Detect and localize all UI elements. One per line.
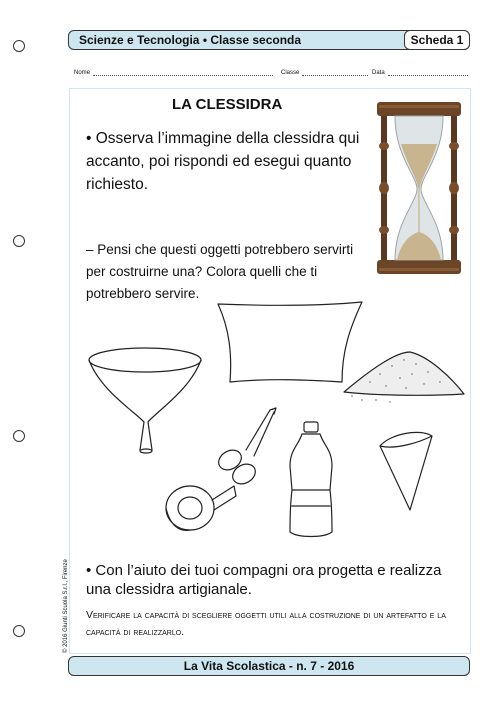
date-field xyxy=(372,69,468,76)
name-label: Nome xyxy=(74,70,91,76)
tape-roll-drawing xyxy=(166,486,236,530)
scissors-drawing xyxy=(215,408,276,488)
copyright-notice: © 2016 Giunti Scuola S.r.l., Firenze xyxy=(63,559,69,653)
worksheet-title: LA CLESSIDRA xyxy=(172,96,283,113)
student-fields xyxy=(74,69,472,81)
sand-pile-drawing xyxy=(344,352,464,403)
hourglass-photo xyxy=(373,96,465,282)
header-bar xyxy=(68,30,470,50)
instruction-build: • Con l’aiuto dei tuoi compagni ora progetta e realizza una clessidra artigianale. xyxy=(86,562,442,598)
paper-sheet-drawing xyxy=(218,302,362,382)
date-line xyxy=(388,69,468,76)
objects-drawing xyxy=(80,300,470,550)
name-field xyxy=(74,69,273,76)
funnel-drawing xyxy=(89,348,201,453)
objective-note: Verificare la capacità di scegliere oggetti utili alla costruzione di un artefatto e la capacità di realizzarlo. xyxy=(86,609,446,638)
date-label: Data xyxy=(372,70,385,76)
instruction-observe: • Osserva l’immagine della clessidra qui accanto, poi rispondi ed esegui quanto richiesto. xyxy=(86,130,360,193)
binder-hole-4 xyxy=(13,625,25,637)
worksheet-tag: Scheda 1 xyxy=(404,30,470,50)
name-line xyxy=(93,69,273,76)
class-label: Classe xyxy=(281,70,300,76)
binder-hole-2 xyxy=(13,235,25,247)
class-field xyxy=(281,69,368,76)
subject-title: Scienze e Tecnologia • Classe seconda xyxy=(79,33,302,47)
plastic-bottle-drawing xyxy=(290,422,332,537)
class-line xyxy=(302,69,368,76)
footer-text: La Vita Scolastica - n. 7 - 2016 xyxy=(183,659,355,673)
footer-bar xyxy=(68,656,470,676)
binder-hole-3 xyxy=(13,430,25,442)
paper-cone-drawing xyxy=(380,432,432,510)
instruction-question: – Pensi che questi oggetti potrebbero servirti per costruirne una? Colora quelli che ti potrebbero servire. xyxy=(86,242,354,301)
binder-hole-1 xyxy=(13,40,25,52)
